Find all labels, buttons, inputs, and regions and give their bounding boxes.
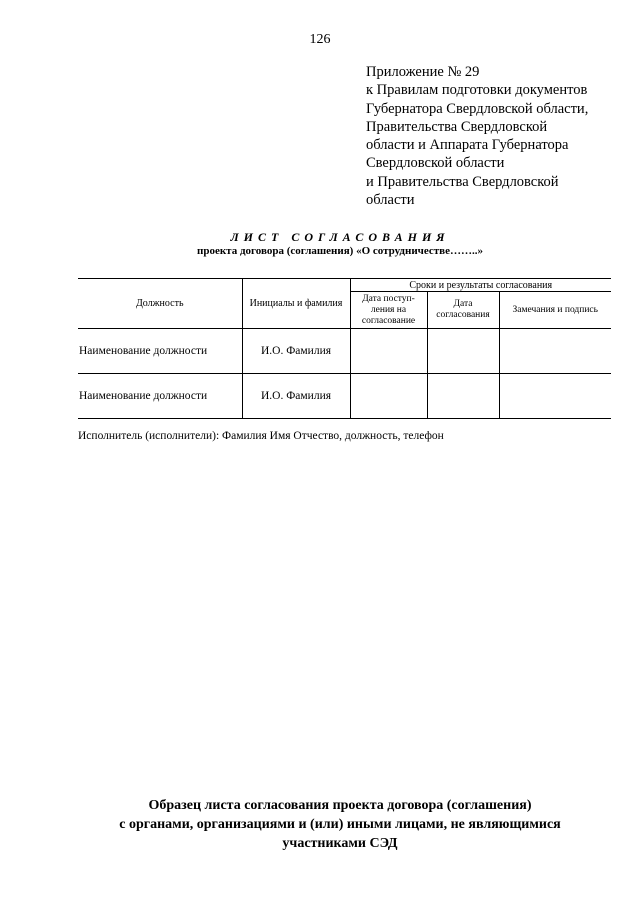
appendix-line: и Правительства Свердловской: [366, 173, 559, 190]
header-remarks: Замечания и подпись: [499, 292, 611, 329]
header-received: Дата поступ-ления на согласование: [350, 292, 427, 329]
table-row: [78, 329, 611, 374]
cell-received: [350, 374, 427, 419]
sample-caption: [0, 796, 640, 853]
appendix-line: области: [366, 192, 415, 209]
appendix-line: Свердловской области: [366, 155, 505, 172]
executor-line: Исполнитель (исполнители): Фамилия Имя Отчество, должность, телефон: [78, 430, 444, 442]
header-group: Сроки и результаты согласования: [350, 279, 611, 292]
approval-table: [78, 278, 611, 419]
cell-position: Наименование должности: [78, 374, 242, 419]
page-number: 126: [309, 32, 331, 47]
cell-name: И.О. Фамилия: [242, 329, 350, 374]
header-position: Должность: [78, 279, 242, 329]
cell-remarks: [499, 329, 611, 374]
appendix-line: Правительства Свердловской: [366, 118, 548, 135]
header-approved: Дата согласования: [427, 292, 499, 329]
appendix-line: Губернатора Свердловской области,: [366, 100, 589, 117]
sheet-subtitle: проекта договора (соглашения) «О сотрудничестве……..»: [197, 245, 483, 257]
cell-position: Наименование должности: [78, 329, 242, 374]
appendix-note: [366, 63, 636, 209]
cell-approved: [427, 329, 499, 374]
caption-line: участниками СЭД: [282, 836, 398, 851]
cell-received: [350, 329, 427, 374]
sheet-title: ЛИСТ СОГЛАСОВАНИЯ: [230, 230, 450, 244]
appendix-line: области и Аппарата Губернатора: [366, 137, 569, 154]
cell-approved: [427, 374, 499, 419]
caption-line: Образец листа согласования проекта договора (соглашения): [148, 798, 532, 813]
cell-remarks: [499, 374, 611, 419]
header-name: Инициалы и фамилия: [242, 279, 350, 329]
table-row: [78, 374, 611, 419]
appendix-line: Приложение № 29: [366, 64, 480, 80]
caption-line: с органами, организациями и (или) иными лицами, не являющимися: [119, 817, 561, 832]
cell-name: И.О. Фамилия: [242, 374, 350, 419]
appendix-line: к Правилам подготовки документов: [366, 82, 588, 99]
